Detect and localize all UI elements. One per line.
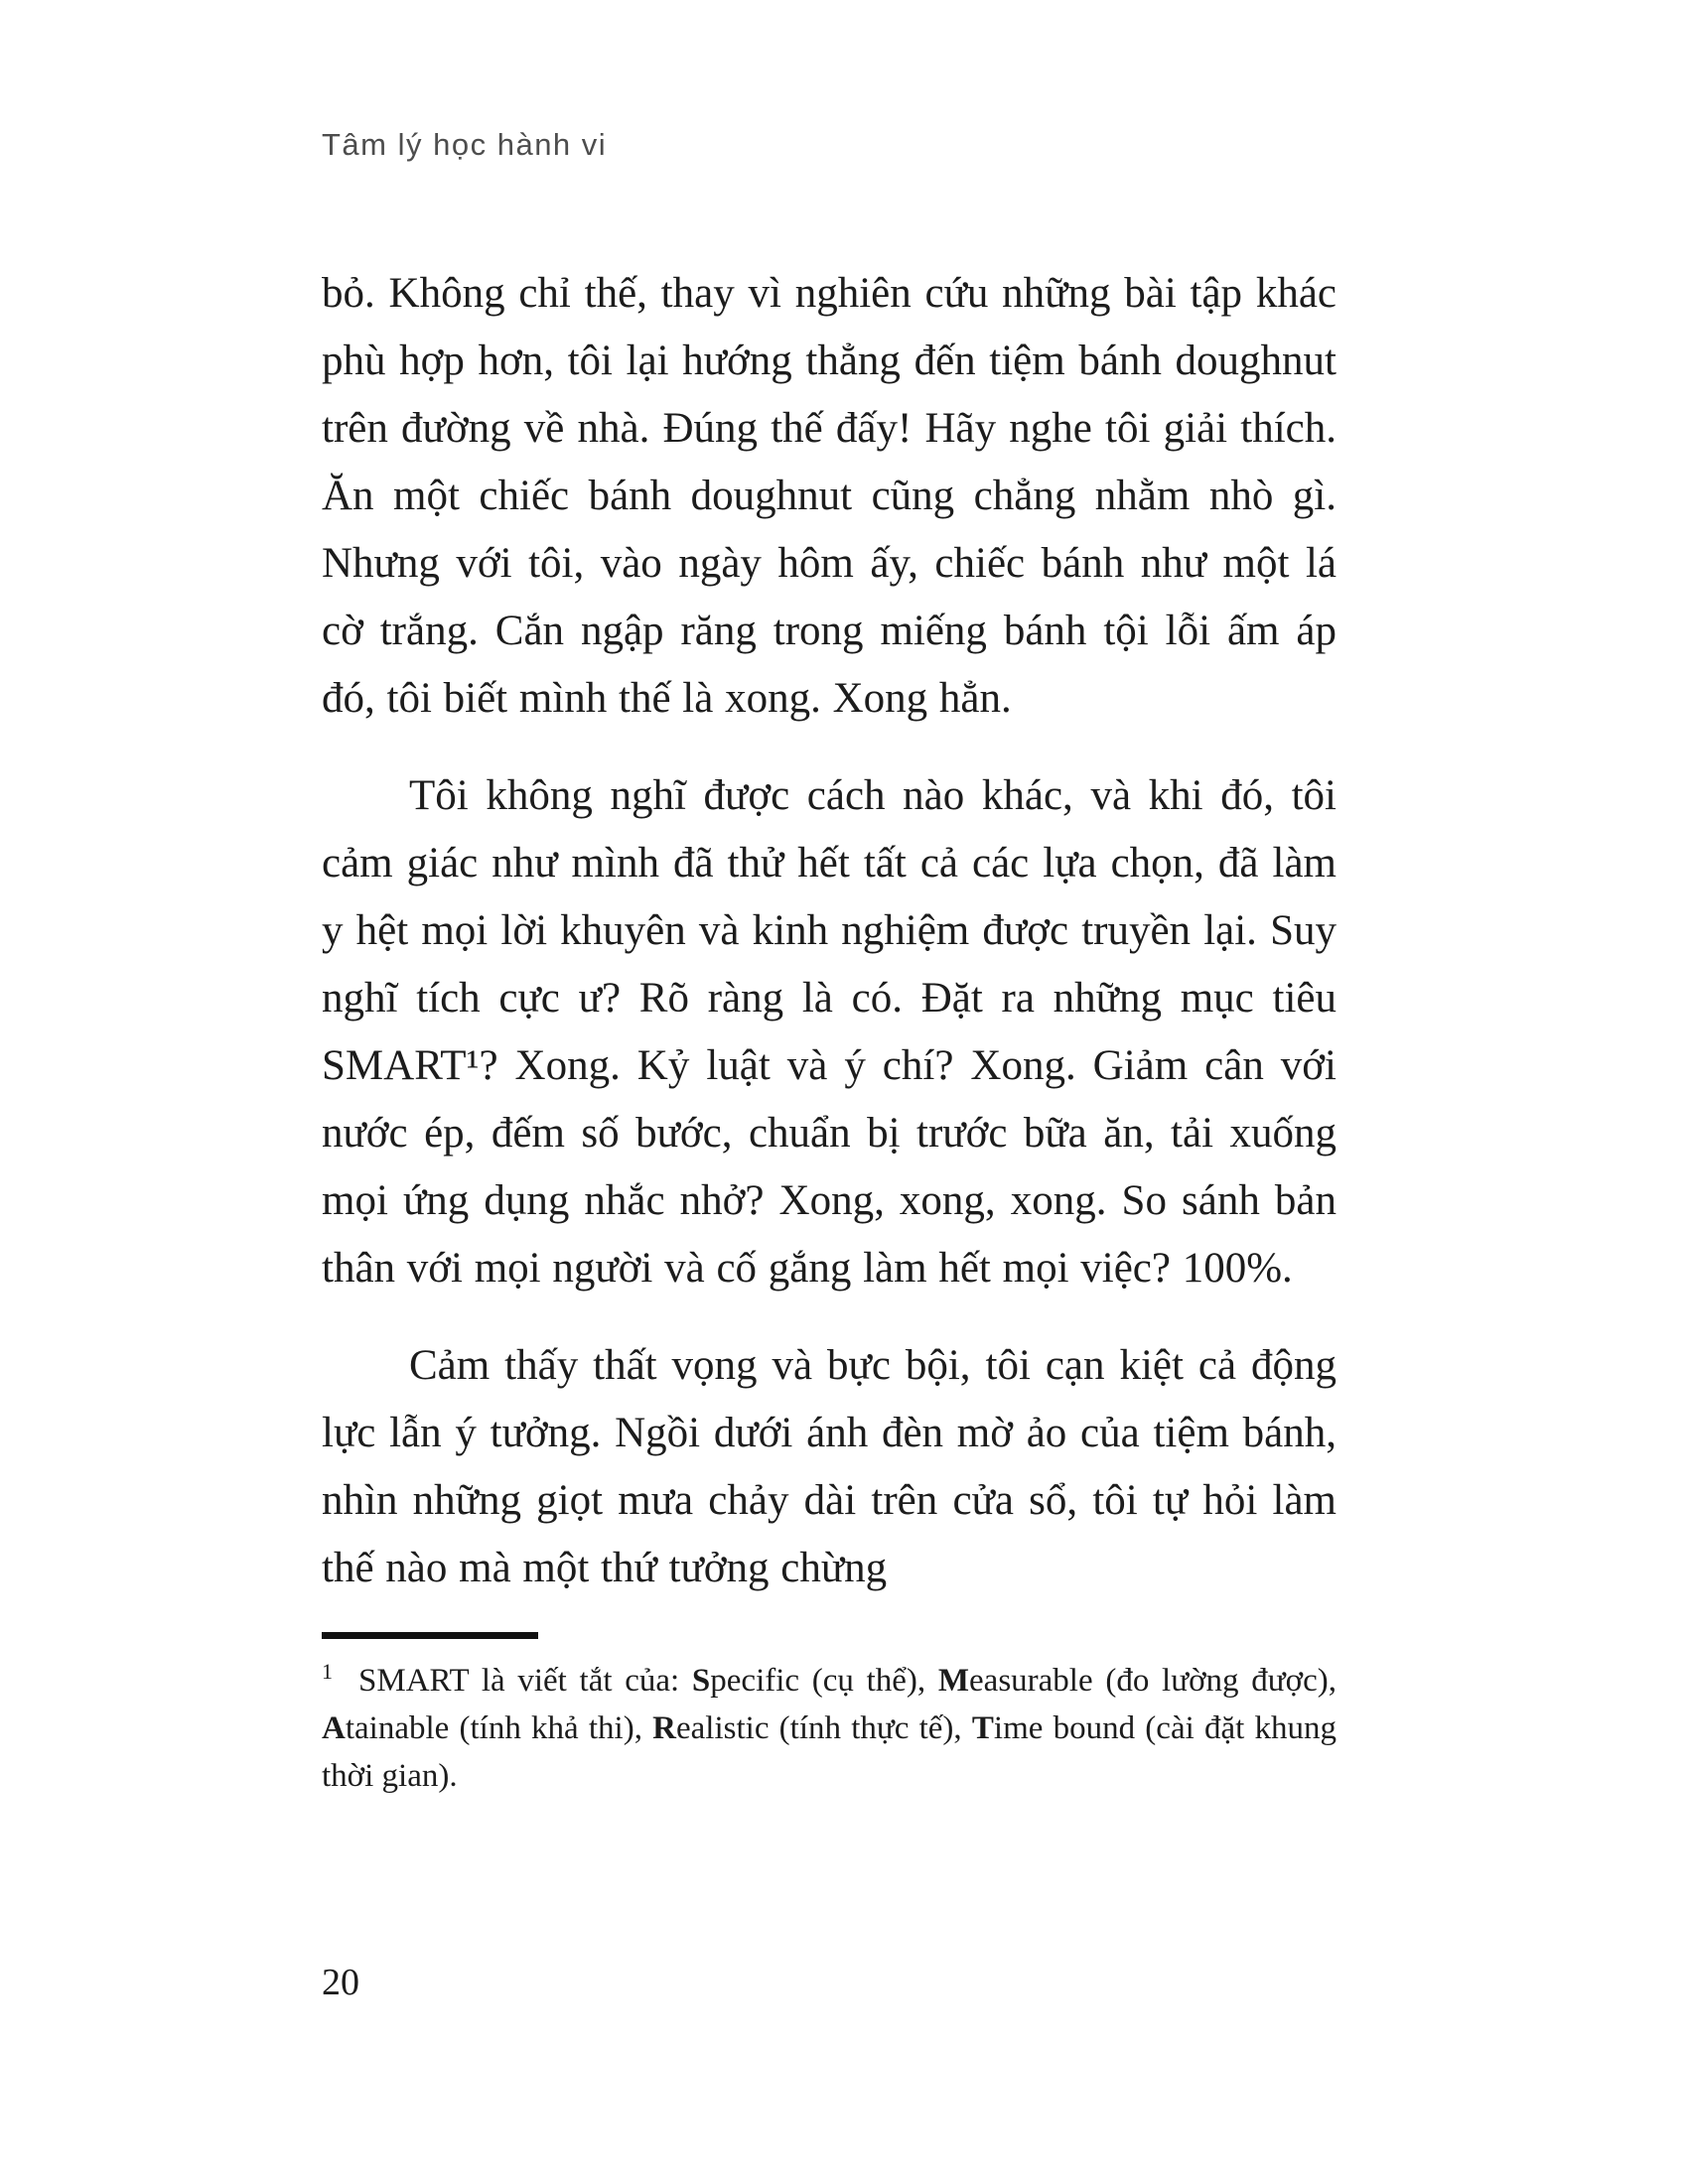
paragraph: bỏ. Không chỉ thế, thay vì nghiên cứu những bài tập khác phù hợp hơn, tôi lại hướng thẳng đến tiệm bánh doughnut trên đường về nhà. Đúng thế đấy! Hãy nghe tôi giải thích. Ăn một chiếc bánh doughnut cũng chẳng nhằm nhò gì. Nhưng với tôi, vào ngày hôm ấy, chiếc bánh như một lá cờ trắng. Cắn ngập răng trong miếng bánh tội lỗi ấm áp đó, tôi biết mình thế là xong. Xong hẳn.: [322, 270, 1336, 722]
page-number: 20: [322, 1962, 359, 2003]
paragraph: Cảm thấy thất vọng và bực bội, tôi cạn kiệt cả động lực lẫn ý tưởng. Ngồi dưới ánh đèn mờ ảo của tiệm bánh, nhìn những giọt mưa chảy dài trên cửa sổ, tôi tự hỏi làm thế nào mà một thứ tưởng chừng: [322, 1342, 1336, 1591]
footnote-text: $^1$ SMART là viết tắt của: Specific (cụ thể), Measurable (đo lường được), Atainable (tính khả thi), Realistic (tính thực tế), Time bound (cài đặt khung thời gian).: [322, 1659, 1336, 1794]
text-column: [322, 127, 1336, 1800]
running-header: Tâm lý học hành vi: [322, 127, 608, 162]
footnote-separator: [322, 1632, 538, 1639]
paragraph: Tôi không nghĩ được cách nào khác, và khi đó, tôi cảm giác như mình đã thử hết tất cả các lựa chọn, đã làm y hệt mọi lời khuyên và kinh nghiệm được truyền lại. Suy nghĩ tích cực ư? Rõ ràng là có. Đặt ra những mục tiêu SMART¹? Xong. Kỷ luật và ý chí? Xong. Giảm cân với nước ép, đếm số bước, chuẩn bị trước bữa ăn, tải xuống mọi ứng dụng nhắc nhở? Xong, xong, xong. So sánh bản thân với mọi người và cố gắng làm hết mọi việc? 100%.: [322, 772, 1336, 1292]
body-text: [322, 260, 1336, 1602]
